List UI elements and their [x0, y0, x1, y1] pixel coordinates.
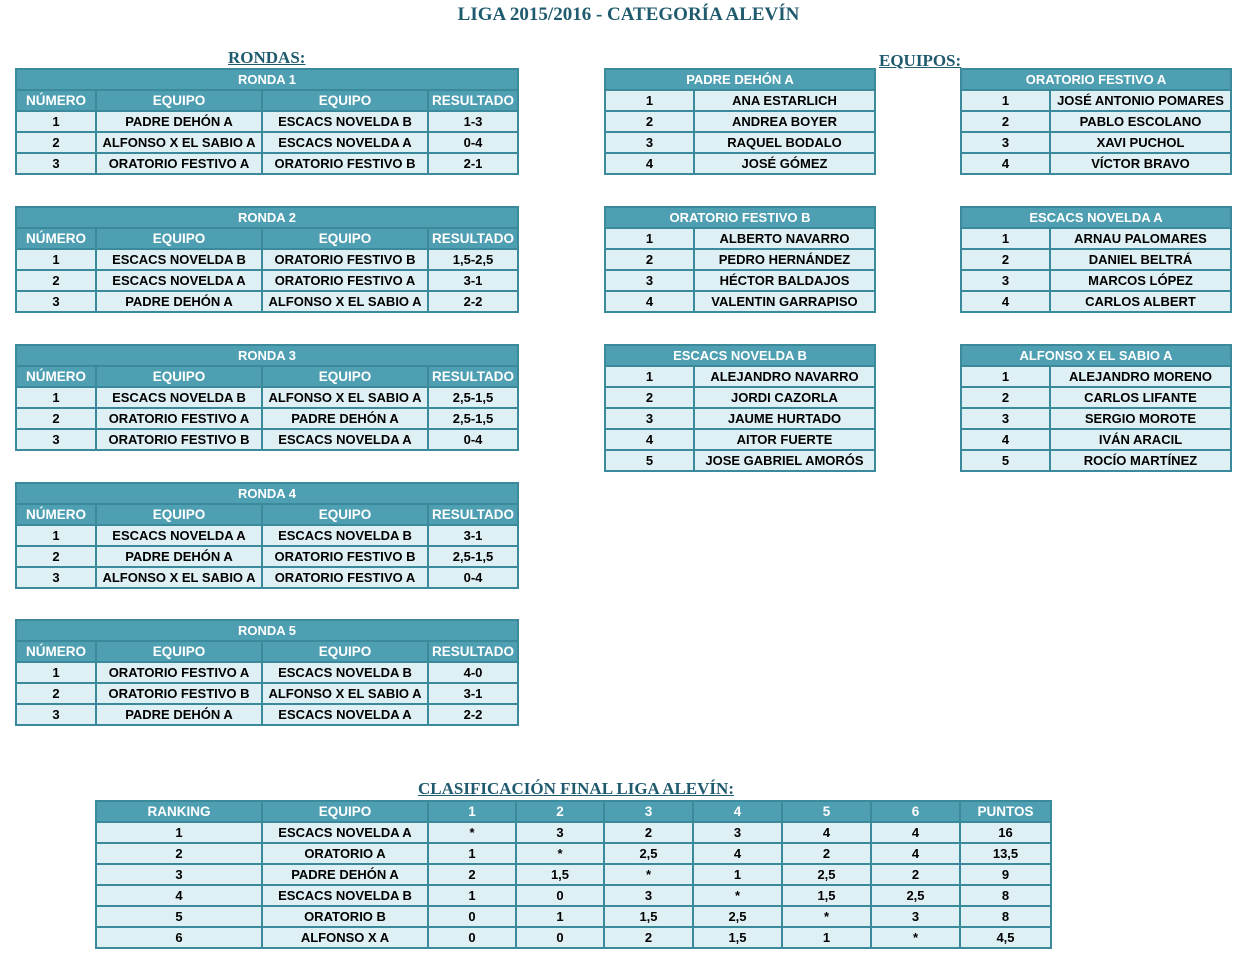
ranking-cell: 3 — [96, 864, 262, 885]
home-team: ORATORIO FESTIVO A — [96, 153, 262, 174]
home-team: ESCACS NOVELDA B — [96, 387, 262, 408]
list-item — [605, 408, 875, 429]
away-team: ALFONSO X EL SABIO A — [262, 387, 428, 408]
column-header-resultado: RESULTADO — [428, 641, 518, 662]
player-name: ARNAU PALOMARES — [1050, 228, 1231, 249]
table-row — [16, 291, 518, 312]
list-item — [605, 228, 875, 249]
away-team: ORATORIO FESTIVO A — [262, 270, 428, 291]
column-header-numero: NÚMERO — [16, 504, 96, 525]
player-name: ANA ESTARLICH — [694, 90, 875, 111]
team-table — [604, 344, 876, 472]
table-row — [16, 270, 518, 291]
list-item — [605, 270, 875, 291]
player-name: JOSÉ GÓMEZ — [694, 153, 875, 174]
away-team: ORATORIO FESTIVO B — [262, 546, 428, 567]
player-number: 1 — [605, 228, 694, 249]
player-number: 5 — [605, 450, 694, 471]
column-header-equipo: EQUIPO — [96, 228, 262, 249]
round-title: RONDA 5 — [16, 620, 518, 641]
score-cell: 2,5 — [782, 864, 871, 885]
list-item — [605, 387, 875, 408]
match-number: 3 — [16, 153, 96, 174]
list-item — [605, 111, 875, 132]
away-team: ESCACS NOVELDA A — [262, 132, 428, 153]
score-cell: 3 — [871, 906, 960, 927]
team-table — [604, 206, 876, 313]
standings-column-header: 5 — [782, 801, 871, 822]
match-number: 1 — [16, 525, 96, 546]
player-number: 2 — [961, 387, 1050, 408]
team-table — [960, 344, 1232, 472]
score-cell: * — [782, 906, 871, 927]
list-item — [605, 90, 875, 111]
player-name: XAVI PUCHOL — [1050, 132, 1231, 153]
player-number: 2 — [605, 249, 694, 270]
ranking-cell: 6 — [96, 927, 262, 948]
match-result: 0-4 — [428, 132, 518, 153]
table-row — [96, 906, 1051, 927]
player-number: 3 — [961, 408, 1050, 429]
away-team: ORATORIO FESTIVO B — [262, 249, 428, 270]
player-name: SERGIO MOROTE — [1050, 408, 1231, 429]
list-item — [961, 270, 1231, 291]
standings-column-header: RANKING — [96, 801, 262, 822]
page-title: LIGA 2015/2016 - CATEGORÍA ALEVÍN — [457, 4, 800, 25]
standings-table — [95, 800, 1052, 949]
rondas-heading: RONDAS: — [228, 48, 306, 67]
match-number: 2 — [16, 683, 96, 704]
list-item — [961, 429, 1231, 450]
player-number: 3 — [961, 132, 1050, 153]
score-cell: 2,5 — [604, 843, 693, 864]
player-number: 2 — [961, 111, 1050, 132]
table-row — [16, 429, 518, 450]
score-cell: 0 — [428, 927, 516, 948]
column-header-equipo: EQUIPO — [262, 90, 428, 111]
home-team: PADRE DEHÓN A — [96, 291, 262, 312]
points-cell: 9 — [960, 864, 1051, 885]
score-cell: * — [516, 843, 604, 864]
player-number: 3 — [605, 408, 694, 429]
player-name: JORDI CAZORLA — [694, 387, 875, 408]
match-number: 1 — [16, 249, 96, 270]
team-cell: PADRE DEHÓN A — [262, 864, 428, 885]
column-header-numero: NÚMERO — [16, 228, 96, 249]
score-cell: 1,5 — [516, 864, 604, 885]
score-cell: 3 — [693, 822, 782, 843]
column-header-resultado: RESULTADO — [428, 504, 518, 525]
home-team: PADRE DEHÓN A — [96, 111, 262, 132]
score-cell: 0 — [516, 885, 604, 906]
round-table — [15, 619, 519, 726]
home-team: ORATORIO FESTIVO B — [96, 683, 262, 704]
match-number: 1 — [16, 387, 96, 408]
player-name: ROCÍO MARTÍNEZ — [1050, 450, 1231, 471]
score-cell: 4 — [693, 843, 782, 864]
player-name: JOSE GABRIEL AMORÓS — [694, 450, 875, 471]
player-name: RAQUEL BODALO — [694, 132, 875, 153]
player-number: 1 — [605, 90, 694, 111]
table-row — [96, 843, 1051, 864]
score-cell: 2,5 — [693, 906, 782, 927]
column-header-equipo: EQUIPO — [96, 366, 262, 387]
table-row — [96, 927, 1051, 948]
score-cell: 1 — [693, 864, 782, 885]
home-team: ORATORIO FESTIVO B — [96, 429, 262, 450]
list-item — [605, 429, 875, 450]
score-cell: 1,5 — [693, 927, 782, 948]
player-number: 4 — [961, 429, 1050, 450]
team-name: ESCACS NOVELDA B — [605, 345, 875, 366]
list-item — [961, 228, 1231, 249]
list-item — [961, 291, 1231, 312]
score-cell: * — [428, 822, 516, 843]
points-cell: 16 — [960, 822, 1051, 843]
column-header-equipo: EQUIPO — [262, 228, 428, 249]
list-item — [605, 291, 875, 312]
points-cell: 13,5 — [960, 843, 1051, 864]
score-cell: 2 — [782, 843, 871, 864]
player-number: 3 — [961, 270, 1050, 291]
team-cell: ORATORIO A — [262, 843, 428, 864]
table-row — [16, 408, 518, 429]
list-item — [605, 132, 875, 153]
ranking-cell: 2 — [96, 843, 262, 864]
list-item — [961, 408, 1231, 429]
ranking-cell: 5 — [96, 906, 262, 927]
match-result: 2,5-1,5 — [428, 387, 518, 408]
home-team: ESCACS NOVELDA A — [96, 525, 262, 546]
standings-column-header: EQUIPO — [262, 801, 428, 822]
match-result: 2-2 — [428, 291, 518, 312]
match-result: 2,5-1,5 — [428, 546, 518, 567]
away-team: ALFONSO X EL SABIO A — [262, 291, 428, 312]
player-name: ALEJANDRO NAVARRO — [694, 366, 875, 387]
score-cell: 4 — [871, 843, 960, 864]
score-cell: 1 — [428, 885, 516, 906]
standings-column-header: 1 — [428, 801, 516, 822]
team-name: ORATORIO FESTIVO B — [605, 207, 875, 228]
standings-column-header: PUNTOS — [960, 801, 1051, 822]
player-name: AITOR FUERTE — [694, 429, 875, 450]
round-title: RONDA 3 — [16, 345, 518, 366]
points-cell: 8 — [960, 906, 1051, 927]
ranking-cell: 4 — [96, 885, 262, 906]
column-header-resultado: RESULTADO — [428, 228, 518, 249]
list-item — [605, 450, 875, 471]
team-cell: ESCACS NOVELDA B — [262, 885, 428, 906]
match-number: 2 — [16, 132, 96, 153]
score-cell: 1,5 — [782, 885, 871, 906]
player-name: ANDREA BOYER — [694, 111, 875, 132]
match-number: 3 — [16, 291, 96, 312]
player-name: VALENTIN GARRAPISO — [694, 291, 875, 312]
score-cell: 2 — [871, 864, 960, 885]
away-team: ESCACS NOVELDA A — [262, 704, 428, 725]
team-name: ALFONSO X EL SABIO A — [961, 345, 1231, 366]
ranking-cell: 1 — [96, 822, 262, 843]
home-team: ALFONSO X EL SABIO A — [96, 132, 262, 153]
match-number: 2 — [16, 408, 96, 429]
points-cell: 8 — [960, 885, 1051, 906]
standings-column-header: 4 — [693, 801, 782, 822]
home-team: PADRE DEHÓN A — [96, 704, 262, 725]
column-header-equipo: EQUIPO — [96, 504, 262, 525]
player-name: CARLOS LIFANTE — [1050, 387, 1231, 408]
score-cell: * — [871, 927, 960, 948]
score-cell: 2 — [604, 822, 693, 843]
list-item — [605, 153, 875, 174]
table-row — [16, 387, 518, 408]
away-team: ORATORIO FESTIVO B — [262, 153, 428, 174]
team-table — [960, 206, 1232, 313]
equipos-heading: EQUIPOS: — [879, 51, 962, 70]
player-name: CARLOS ALBERT — [1050, 291, 1231, 312]
score-cell: * — [604, 864, 693, 885]
player-number: 1 — [961, 90, 1050, 111]
column-header-resultado: RESULTADO — [428, 366, 518, 387]
column-header-equipo: EQUIPO — [96, 90, 262, 111]
column-header-equipo: EQUIPO — [262, 366, 428, 387]
score-cell: 0 — [516, 927, 604, 948]
list-item — [961, 153, 1231, 174]
round-table — [15, 206, 519, 313]
player-name: ALEJANDRO MORENO — [1050, 366, 1231, 387]
player-number: 1 — [961, 366, 1050, 387]
table-row — [16, 525, 518, 546]
list-item — [961, 111, 1231, 132]
home-team: ORATORIO FESTIVO A — [96, 408, 262, 429]
player-number: 2 — [605, 387, 694, 408]
list-item — [961, 450, 1231, 471]
player-number: 4 — [961, 153, 1050, 174]
away-team: ALFONSO X EL SABIO A — [262, 683, 428, 704]
match-number: 2 — [16, 270, 96, 291]
column-header-numero: NÚMERO — [16, 366, 96, 387]
score-cell: 2,5 — [871, 885, 960, 906]
score-cell: 0 — [428, 906, 516, 927]
standings-column-header: 6 — [871, 801, 960, 822]
player-number: 5 — [961, 450, 1050, 471]
player-name: PEDRO HERNÁNDEZ — [694, 249, 875, 270]
score-cell: 4 — [782, 822, 871, 843]
home-team: PADRE DEHÓN A — [96, 546, 262, 567]
match-result: 0-4 — [428, 429, 518, 450]
home-team: ESCACS NOVELDA B — [96, 249, 262, 270]
player-name: JAUME HURTADO — [694, 408, 875, 429]
team-cell: ORATORIO B — [262, 906, 428, 927]
score-cell: 1 — [428, 843, 516, 864]
team-cell: ALFONSO X A — [262, 927, 428, 948]
list-item — [605, 366, 875, 387]
away-team: ESCACS NOVELDA B — [262, 525, 428, 546]
score-cell: 1 — [516, 906, 604, 927]
player-number: 4 — [605, 291, 694, 312]
player-number: 1 — [961, 228, 1050, 249]
match-result: 3-1 — [428, 270, 518, 291]
home-team: ORATORIO FESTIVO A — [96, 662, 262, 683]
round-title: RONDA 4 — [16, 483, 518, 504]
away-team: ESCACS NOVELDA A — [262, 429, 428, 450]
table-row — [96, 822, 1051, 843]
points-cell: 4,5 — [960, 927, 1051, 948]
round-table — [15, 344, 519, 451]
list-item — [961, 249, 1231, 270]
away-team: ESCACS NOVELDA B — [262, 662, 428, 683]
team-name: ESCACS NOVELDA A — [961, 207, 1231, 228]
player-number: 3 — [605, 132, 694, 153]
team-cell: ESCACS NOVELDA A — [262, 822, 428, 843]
round-table — [15, 482, 519, 589]
column-header-numero: NÚMERO — [16, 90, 96, 111]
score-cell: 4 — [871, 822, 960, 843]
match-result: 3-1 — [428, 683, 518, 704]
match-result: 2-1 — [428, 153, 518, 174]
list-item — [961, 366, 1231, 387]
column-header-numero: NÚMERO — [16, 641, 96, 662]
team-name: PADRE DEHÓN A — [605, 69, 875, 90]
standings-heading: CLASIFICACIÓN FINAL LIGA ALEVÍN: — [418, 779, 734, 798]
table-row — [16, 567, 518, 588]
match-number: 2 — [16, 546, 96, 567]
round-title: RONDA 2 — [16, 207, 518, 228]
player-number: 2 — [961, 249, 1050, 270]
away-team: PADRE DEHÓN A — [262, 408, 428, 429]
match-number: 3 — [16, 704, 96, 725]
player-number: 4 — [961, 291, 1050, 312]
score-cell: 3 — [516, 822, 604, 843]
team-table — [604, 68, 876, 175]
list-item — [961, 90, 1231, 111]
match-result: 4-0 — [428, 662, 518, 683]
match-result: 1,5-2,5 — [428, 249, 518, 270]
table-row — [16, 704, 518, 725]
table-row — [16, 546, 518, 567]
list-item — [961, 132, 1231, 153]
home-team: ESCACS NOVELDA A — [96, 270, 262, 291]
team-name: ORATORIO FESTIVO A — [961, 69, 1231, 90]
match-number: 1 — [16, 662, 96, 683]
score-cell: 1 — [782, 927, 871, 948]
list-item — [961, 387, 1231, 408]
team-table — [960, 68, 1232, 175]
table-row — [16, 132, 518, 153]
table-row — [96, 885, 1051, 906]
column-header-resultado: RESULTADO — [428, 90, 518, 111]
match-result: 3-1 — [428, 525, 518, 546]
table-row — [96, 864, 1051, 885]
match-number: 3 — [16, 429, 96, 450]
away-team: ORATORIO FESTIVO A — [262, 567, 428, 588]
player-number: 1 — [605, 366, 694, 387]
player-name: VÍCTOR BRAVO — [1050, 153, 1231, 174]
score-cell: 2 — [428, 864, 516, 885]
score-cell: 3 — [604, 885, 693, 906]
player-name: DANIEL BELTRÁ — [1050, 249, 1231, 270]
table-row — [16, 249, 518, 270]
score-cell: * — [693, 885, 782, 906]
match-result: 0-4 — [428, 567, 518, 588]
column-header-equipo: EQUIPO — [262, 504, 428, 525]
round-title: RONDA 1 — [16, 69, 518, 90]
score-cell: 1,5 — [604, 906, 693, 927]
table-row — [16, 153, 518, 174]
standings-column-header: 2 — [516, 801, 604, 822]
round-table — [15, 68, 519, 175]
table-row — [16, 111, 518, 132]
player-name: MARCOS LÓPEZ — [1050, 270, 1231, 291]
away-team: ESCACS NOVELDA B — [262, 111, 428, 132]
player-number: 4 — [605, 429, 694, 450]
match-result: 1-3 — [428, 111, 518, 132]
score-cell: 2 — [604, 927, 693, 948]
player-name: IVÁN ARACIL — [1050, 429, 1231, 450]
list-item — [605, 249, 875, 270]
player-name: PABLO ESCOLANO — [1050, 111, 1231, 132]
player-number: 4 — [605, 153, 694, 174]
table-row — [16, 662, 518, 683]
column-header-equipo: EQUIPO — [262, 641, 428, 662]
player-name: HÉCTOR BALDAJOS — [694, 270, 875, 291]
match-number: 1 — [16, 111, 96, 132]
player-number: 3 — [605, 270, 694, 291]
column-header-equipo: EQUIPO — [96, 641, 262, 662]
match-result: 2,5-1,5 — [428, 408, 518, 429]
match-result: 2-2 — [428, 704, 518, 725]
table-row — [16, 683, 518, 704]
player-number: 2 — [605, 111, 694, 132]
home-team: ALFONSO X EL SABIO A — [96, 567, 262, 588]
player-name: ALBERTO NAVARRO — [694, 228, 875, 249]
match-number: 3 — [16, 567, 96, 588]
player-name: JOSÉ ANTONIO POMARES — [1050, 90, 1231, 111]
standings-column-header: 3 — [604, 801, 693, 822]
